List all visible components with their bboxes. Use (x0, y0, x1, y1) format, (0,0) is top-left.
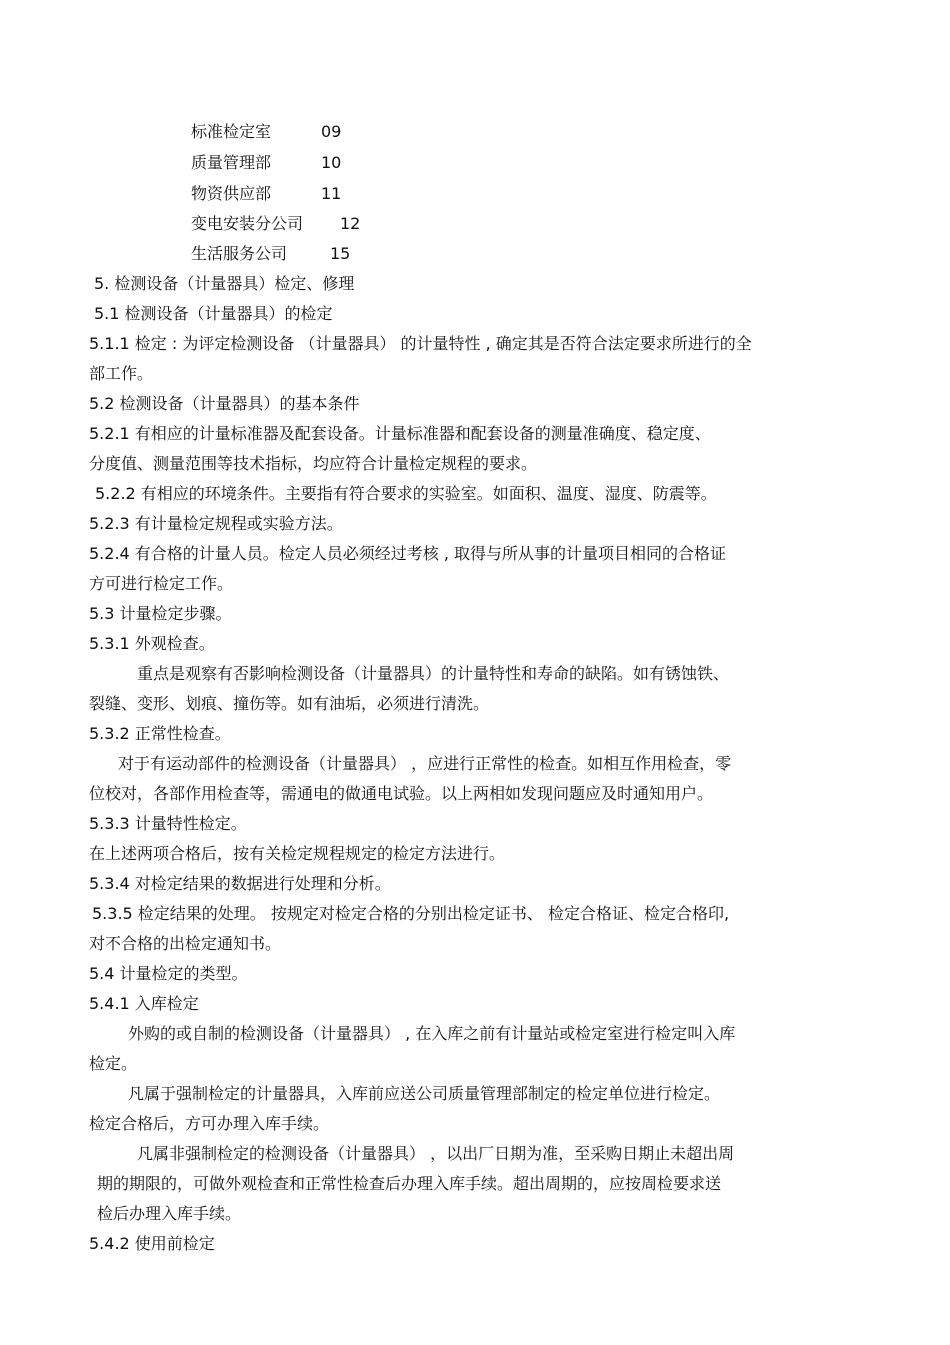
department-name: 生活服务公司 (191, 244, 288, 263)
section-heading-5-4: 5.4 计量检定的类型。 (89, 964, 248, 983)
paragraph-line: 检定。 (89, 1054, 138, 1073)
paragraph-line: 位校对，各部作用检查等，需通电的做通电试验。以上两相如发现问题应及时通知用户。 (89, 784, 714, 803)
department-code: 12 (340, 214, 361, 233)
department-code: 11 (321, 184, 342, 203)
paragraph-line: 对不合格的出检定通知书。 (89, 934, 282, 953)
paragraph-line: 凡属非强制检定的检测设备（计量器具） ，以出厂日期为准，至采购日期止未超出周 (137, 1144, 735, 1163)
paragraph-line: 5.2.2 有相应的环境条件。主要指有符合要求的实验室。如面积、温度、湿度、防震等。 (95, 484, 717, 503)
department-code: 09 (321, 122, 342, 141)
section-heading-5-2: 5.2 检测设备（计量器具）的基本条件 (89, 394, 360, 413)
paragraph-line: 在上述两项合格后，按有关检定规程规定的检定方法进行。 (89, 844, 506, 863)
paragraph-line: 期的期限的，可做外观检查和正常性检查后办理入库手续。超出周期的，应按周检要求送 (97, 1174, 722, 1193)
paragraph-line: 重点是观察有否影响检测设备（计量器具）的计量特性和寿命的缺陷。如有锈蚀铁、 (137, 664, 730, 683)
paragraph-line: 5.4.2 使用前检定 (89, 1234, 215, 1253)
section-heading-5-3: 5.3 计量检定步骤。 (89, 604, 232, 623)
section-heading-5: 5. 检测设备（计量器具）检定、修理 (94, 274, 355, 293)
department-name: 标准检定室 (191, 122, 272, 141)
paragraph-line: 5.1.1 检定 : 为评定检测设备 （计量器具） 的计量特性 , 确定其是否符合法定要求所进行的全 (89, 334, 752, 353)
department-name: 变电安装分公司 (191, 214, 304, 233)
paragraph-line: 5.3.1 外观检查。 (89, 634, 215, 653)
paragraph-line: 5.2.1 有相应的计量标准器及配套设备。计量标准器和配套设备的测量准确度、稳定度、 (89, 424, 711, 443)
paragraph-line: 方可进行检定工作。 (89, 574, 234, 593)
department-code: 15 (330, 244, 351, 263)
department-name: 物资供应部 (191, 184, 272, 203)
paragraph-line: 5.2.3 有计量检定规程或实验方法。 (89, 514, 343, 533)
paragraph-line: 裂缝、变形、划痕、撞伤等。如有油垢，必须进行清洗。 (89, 694, 490, 713)
paragraph-line: 5.3.4 对检定结果的数据进行处理和分析。 (89, 874, 391, 893)
paragraph-line: 5.2.4 有合格的计量人员。检定人员必须经过考核 , 取得与所从事的计量项目相同的合格证 (89, 544, 727, 563)
paragraph-line: 5.3.5 检定结果的处理。 按规定对检定合格的分别出检定证书、 检定合格证、检定合格印, (92, 904, 730, 923)
paragraph-line: 检定合格后，方可办理入库手续。 (89, 1114, 330, 1133)
paragraph-line: 部工作。 (89, 364, 154, 383)
paragraph-line: 5.3.3 计量特性检定。 (89, 814, 247, 833)
paragraph-line: 5.3.2 正常性检查。 (89, 724, 231, 743)
paragraph-line: 分度值、测量范围等技术指标，均应符合计量检定规程的要求。 (89, 454, 538, 473)
department-name: 质量管理部 (191, 153, 272, 172)
department-code: 10 (321, 153, 342, 172)
paragraph-line: 检后办理入库手续。 (97, 1204, 242, 1223)
paragraph-line: 外购的或自制的检测设备（计量器具） , 在入库之前有计量站或检定室进行检定叫入库 (128, 1024, 736, 1043)
paragraph-line: 5.4.1 入库检定 (89, 994, 199, 1013)
paragraph-line: 对于有运动部件的检测设备（计量器具） ，应进行正常性的检查。如相互作用检查，零 (118, 754, 732, 773)
section-heading-5-1: 5.1 检测设备（计量器具）的检定 (94, 304, 333, 323)
paragraph-line: 凡属于强制检定的计量器具，入库前应送公司质量管理部制定的检定单位进行检定。 (128, 1084, 721, 1103)
